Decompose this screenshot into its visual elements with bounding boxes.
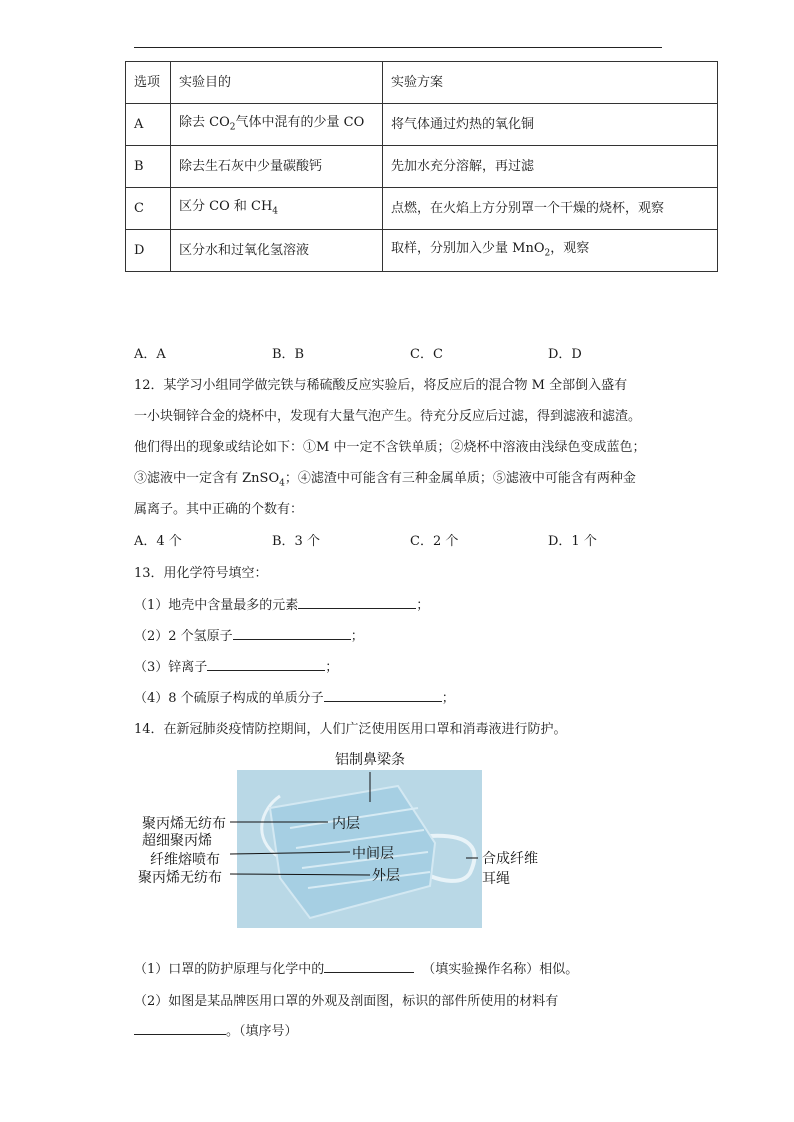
q12-line-5: 属离子。其中正确的个数有： (134, 502, 304, 517)
q13-item-1: （1）地壳中含量最多的元素 ； (134, 598, 430, 613)
label-left-3: 纤维熔喷布 (150, 852, 220, 868)
answer-blank[interactable] (324, 689, 442, 702)
answer-blank[interactable] (233, 627, 351, 640)
row-purpose: 区分 CO 和 $CH_4$ (171, 188, 383, 230)
row-plan: 取样，分别加入少量 MnO$_2$，观察 (383, 230, 718, 272)
label-outer-layer: 外层 (372, 868, 400, 884)
table-row (126, 146, 718, 188)
q13-item-3: （3）锌离子 ； (134, 660, 339, 675)
q11-choice-a[interactable]: A．A (134, 347, 166, 362)
row-plan: 点燃，在火焰上方分别罩一个干燥的烧杯，观察 (383, 188, 718, 230)
label-ear-loop: 耳绳 (482, 871, 510, 887)
header-plan: 实验方案 (383, 62, 718, 104)
experiment-table (125, 61, 718, 272)
row-option: A (126, 104, 171, 146)
row-purpose: 区分水和过氧化氢溶液 (171, 230, 383, 272)
answer-blank[interactable] (134, 1022, 226, 1035)
q12-line-2: 一小块铜锌合金的烧杯中，发现有大量气泡产生。待充分反应后过滤，得到滤液和滤渣。 (134, 409, 642, 424)
table-header-row (126, 62, 718, 104)
row-option: C (126, 188, 171, 230)
header-option: 选项 (126, 62, 171, 104)
q12-line-4: ③滤液中一定含有 ZnSO$_4$；④滤渣中可能含有三种金属单质；⑤滤液中可能含有两种金 (134, 471, 636, 489)
label-synthetic-fiber: 合成纤维 (482, 851, 538, 867)
label-left-2: 超细聚丙烯 (142, 833, 212, 849)
label-nose-strip: 铝制鼻梁条 (335, 752, 405, 768)
q14-sub-1: （1）口罩的防护原理与化学中的 （填实验操作名称）相似。 (134, 962, 579, 977)
q11-choice-d[interactable]: D．D (548, 347, 582, 362)
q12-line-1: 12．某学习小组同学做完铁与稀硫酸反应实验后，将反应后的混合物 M 全部倒入盛有 (134, 378, 628, 393)
q12-choices (134, 530, 694, 550)
row-purpose: 除去生石灰中少量碳酸钙 (171, 146, 383, 188)
q11-choices (134, 343, 694, 363)
answer-blank[interactable] (207, 658, 325, 671)
q13-item-4: （4）8 个硫原子构成的单质分子 ； (134, 691, 455, 706)
answer-blank[interactable] (324, 960, 414, 973)
label-inner-layer: 内层 (332, 816, 360, 832)
label-middle-layer: 中间层 (352, 846, 394, 862)
q12-choice-c[interactable]: C．2 个 (410, 534, 459, 549)
row-plan: 先加水充分溶解，再过滤 (383, 146, 718, 188)
q12-choice-b[interactable]: B．3 个 (272, 534, 320, 549)
table-row (126, 104, 718, 146)
row-plan: 将气体通过灼热的氧化铜 (383, 104, 718, 146)
row-purpose: 除去 $CO_2$气体中混有的少量 CO (171, 104, 383, 146)
q11-choice-b[interactable]: B．B (272, 347, 305, 362)
q12-choice-d[interactable]: D．1 个 (548, 534, 597, 549)
q12-choice-a[interactable]: A．4 个 (134, 534, 182, 549)
label-left-4: 聚丙烯无纺布 (138, 870, 222, 886)
q12-line-3: 他们得出的现象或结论如下：①M 中一定不含铁单质；②烧杯中溶液由浅绿色变成蓝色； (134, 440, 646, 455)
label-left-1: 聚丙烯无纺布 (142, 816, 226, 832)
q13-item-2: （2）2 个氢原子 ； (134, 629, 364, 644)
q11-choice-c[interactable]: C．C (410, 347, 443, 362)
answer-blank[interactable] (298, 596, 416, 609)
table-row (126, 230, 718, 272)
header-purpose: 实验目的 (171, 62, 383, 104)
row-option: D (126, 230, 171, 272)
q14-sub-2: （2）如图是某品牌医用口罩的外观及剖面图，标识的部件所使用的材料有 (134, 994, 559, 1009)
q14-sub-2-answer: 。（填序号） (134, 1020, 298, 1039)
q14-stem: 14．在新冠肺炎疫情防控期间，人们广泛使用医用口罩和消毒液进行防护。 (134, 722, 567, 737)
row-option: B (126, 146, 171, 188)
table-row (126, 188, 718, 230)
header-rule (134, 47, 662, 48)
q13-stem: 13．用化学符号填空： (134, 566, 268, 581)
mask-figure (130, 748, 550, 930)
